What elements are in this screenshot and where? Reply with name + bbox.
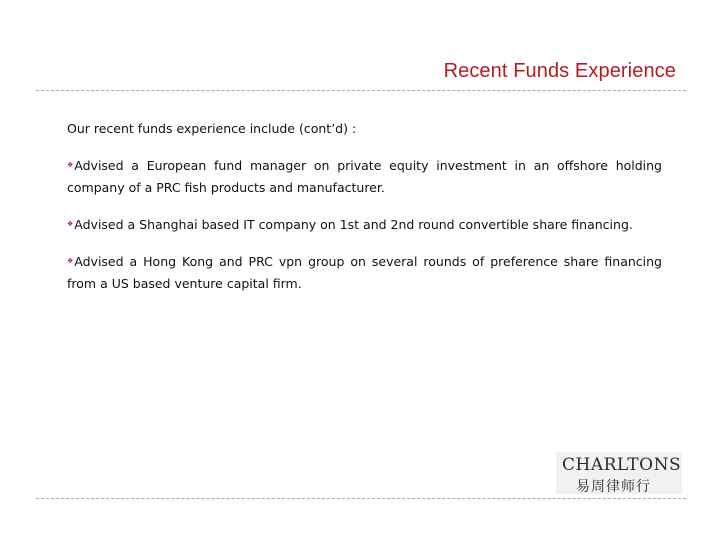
logo-chinese-name: 易周律师行 xyxy=(576,479,651,495)
bullet-item-3 xyxy=(67,251,662,295)
bullet-icon: ❖ xyxy=(67,220,74,228)
bullet-item-2 xyxy=(67,214,662,236)
content-area xyxy=(67,118,662,310)
bullet-text: Advised a European fund manager on private equity investment in an offshore holding company of a PRC fish products and manufacturer. xyxy=(67,158,662,195)
bullet-icon: ❖ xyxy=(67,257,74,265)
top-divider xyxy=(36,90,686,91)
logo-english-name: CHARLTONS xyxy=(562,455,682,475)
bottom-divider xyxy=(36,498,686,499)
bullet-icon: ❖ xyxy=(67,161,74,169)
bullet-text: Advised a Hong Kong and PRC vpn group on several rounds of preference share financing from a US based venture capital firm. xyxy=(67,254,662,291)
charltons-logo xyxy=(556,452,682,494)
slide-title: Recent Funds Experience xyxy=(443,60,676,82)
intro-text: Our recent funds experience include (cont’d) : xyxy=(67,121,357,136)
bullet-item-1 xyxy=(67,155,662,199)
bullet-text: Advised a Shanghai based IT company on 1st and 2nd round convertible share financing. xyxy=(74,217,633,232)
